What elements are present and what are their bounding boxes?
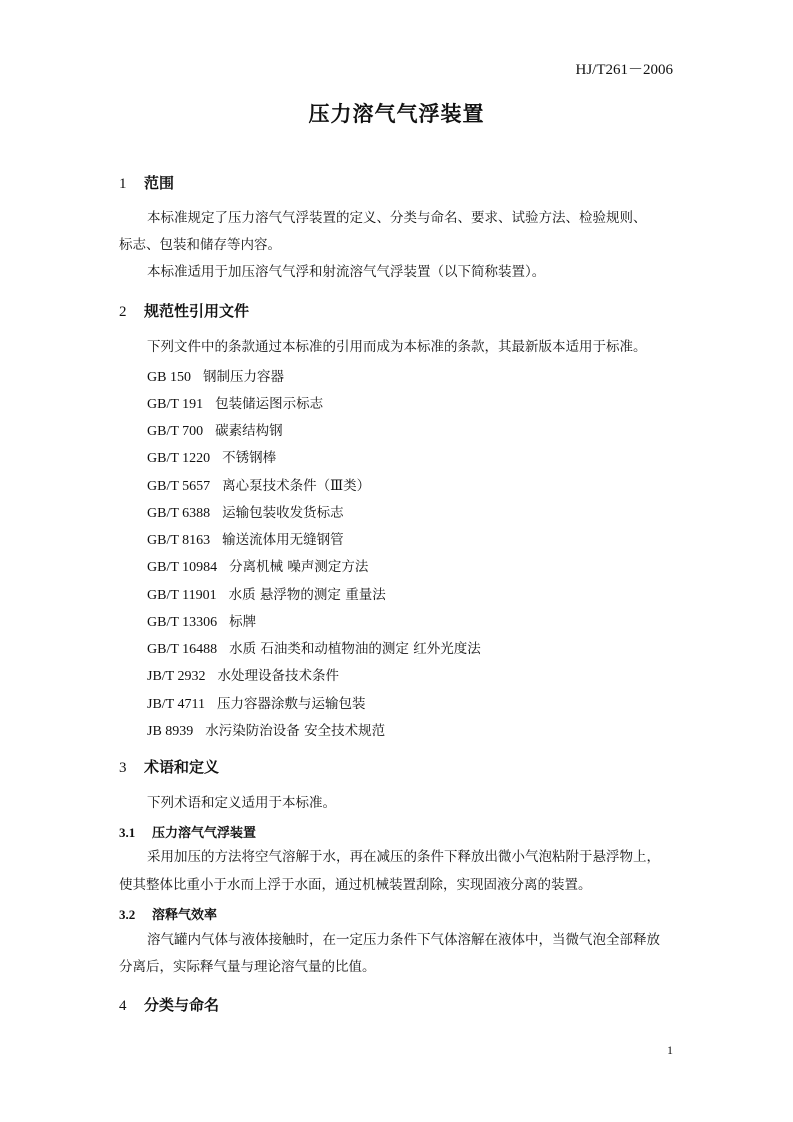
section-number: 1 [119,176,127,192]
reference-code: GB/T 1220 [147,451,211,466]
reference-name: 水质 悬浮物的测定 重量法 [228,587,386,603]
reference-item [147,365,284,386]
reference-name: 包装储运图示标志 [215,396,324,412]
reference-item [147,664,339,685]
reference-item [147,555,368,576]
term-title: 溶释气效率 [152,908,218,923]
term-number: 3.2 [119,907,136,922]
term-title: 压力溶气气浮装置 [152,826,257,841]
reference-name: 水处理设备技术条件 [217,668,339,684]
term-3-1-line-2: 使其整体比重小于水而上浮于水面，通过机械装置刮除，实现固液分离的装置。 [119,877,592,893]
term-3-2-line-1: 溶气罐内气体与液体接触时，在一定压力条件下气体溶解在液体中，当微气泡全部释放 [147,932,660,948]
standard-code: HJ/T261－2006 [575,62,673,78]
reference-item [147,610,256,631]
reference-name: 碳素结构钢 [215,423,283,439]
reference-name: 标牌 [229,614,257,630]
section-1-heading [119,172,174,193]
reference-name: 输送流体用无缝钢管 [222,532,344,548]
reference-name: 不锈钢棒 [222,450,277,466]
reference-item [147,528,344,549]
reference-item [147,419,283,440]
section-number: 4 [119,998,127,1014]
term-3-1-line-1: 采用加压的方法将空气溶解于水，再在减压的条件下释放出微小气泡粘附于悬浮物上， [147,849,660,865]
section-3-heading [119,756,219,777]
section-title: 规范性引用文件 [144,302,250,320]
section-title: 范围 [144,174,175,192]
section-4-heading [119,994,219,1015]
reference-code: GB/T 11901 [147,588,217,603]
section-2-heading [119,300,249,321]
s3-intro: 下列术语和定义适用于本标准。 [147,795,336,811]
term-number: 3.1 [119,825,136,840]
term-3-2-heading [119,904,217,923]
reference-item [147,719,385,740]
reference-item [147,692,365,713]
reference-name: 压力容器涂敷与运输包装 [216,696,366,712]
reference-name: 离心泵技术条件（Ⅲ类） [222,478,371,494]
section-title: 分类与命名 [144,996,220,1014]
s1-paragraph-2: 本标准适用于加压溶气气浮和射流溶气气浮装置（以下简称装置）。 [147,264,546,280]
reference-item [147,501,344,522]
reference-item [147,637,481,658]
reference-code: GB/T 700 [147,424,204,439]
reference-code: GB/T 8163 [147,533,211,548]
s1-paragraph-1-line-1: 本标准规定了压力溶气气浮装置的定义、分类与命名、要求、试验方法、检验规则、 [147,210,647,226]
page-number: 1 [667,1043,673,1057]
section-number: 3 [119,760,127,776]
reference-code: GB 150 [147,370,191,385]
reference-name: 水质 石油类和动植物油的测定 红外光度法 [229,641,481,657]
reference-name: 分离机械 噪声测定方法 [229,559,369,575]
reference-name: 钢制压力容器 [202,369,284,385]
reference-name: 水污染防治设备 安全技术规范 [205,723,386,739]
term-3-2-line-2: 分离后，实际释气量与理论溶气量的比值。 [119,959,376,975]
reference-code: GB/T 16488 [147,642,218,657]
document-title: 压力溶气气浮装置 [308,102,485,126]
reference-code: GB/T 10984 [147,560,218,575]
s1-paragraph-1-line-2: 标志、包装和储存等内容。 [119,237,281,253]
reference-item [147,583,386,604]
section-number: 2 [119,304,127,320]
reference-code: JB/T 2932 [147,669,206,684]
reference-code: GB/T 6388 [147,506,211,521]
reference-code: GB/T 5657 [147,479,211,494]
reference-item [147,392,323,413]
reference-name: 运输包装收发货标志 [222,505,344,521]
reference-item [147,474,370,495]
reference-item [147,446,276,467]
reference-code: GB/T 13306 [147,615,218,630]
reference-code: GB/T 191 [147,397,204,412]
reference-code: JB 8939 [147,724,194,739]
reference-code: JB/T 4711 [147,697,205,712]
s2-intro: 下列文件中的条款通过本标准的引用而成为本标准的条款，其最新版本适用于标准。 [147,339,647,355]
section-title: 术语和定义 [144,758,220,776]
term-3-1-heading [119,822,256,841]
